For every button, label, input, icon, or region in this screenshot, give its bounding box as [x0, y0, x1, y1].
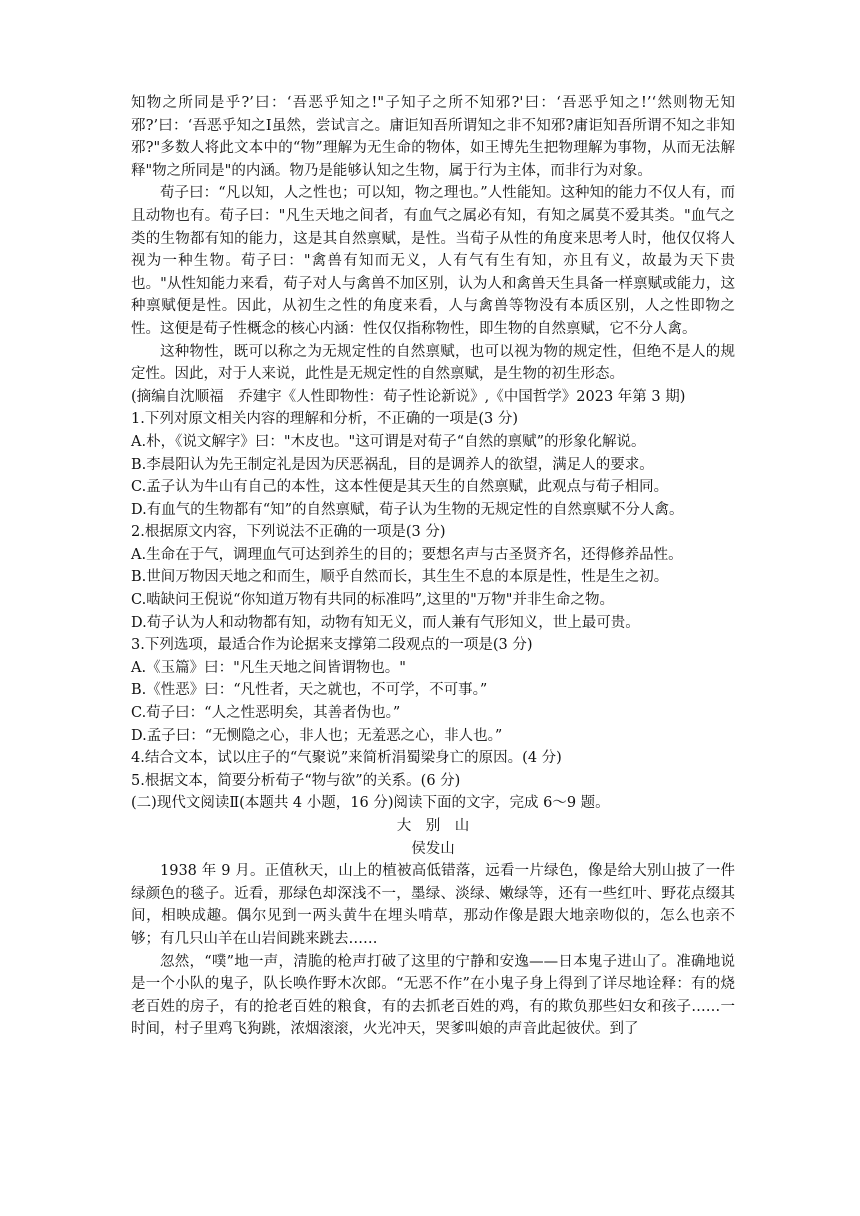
- question-4: 4.结合文本，试以庄子的“气聚说”来简析涓蜀梁身亡的原因。(4 分): [131, 750, 562, 767]
- paragraph-xunzi-knowledge: 荀子曰：“凡以知，人之性也；可以知，物之理也。”人性能知。这种知的能力不仅人有，而且动物也有。荀子曰："凡生天地之间者，有血气之属必有知，有知之属莫不爱其类。"血气之类的生物都有知的能力，这是其自然禀赋，是性。当荀子从性的角度来思考人时，他仅仅将人视为一种生物。荀子曰："禽兽有知而无义，人有气有生有知，亦且有义，故最为天下贵也。"从性知能力来看，荀子对人与禽兽不加区别，认为人和禽兽天生具备一样禀赋或能力，这种禀赋便是性。因此，从初生之性的角度来看，人与禽兽等物没有本质区别，人之性即物之性。这便是荀子性概念的核心内涵：性仅仅指称物性，即生物的自然禀赋，它不分人禽。: [131, 185, 735, 337]
- story-title: 大 别 山: [396, 818, 470, 834]
- paragraph-wuxing: 这种物性，既可以称之为无规定性的自然禀赋，也可以视为物的规定性，但绝不是人的规定性。因此，对于人来说，此性是无规定性的自然禀赋，是生物的初生形态。: [131, 343, 735, 383]
- question-2-option-d: D.荀子认为人和动物都有知，动物有知无义，而人兼有气形知义，世上最可贵。: [131, 614, 640, 631]
- question-2-stem: 2.根据原文内容，下列说法不正确的一项是(3 分): [131, 524, 446, 541]
- question-1-option-d: D.有血气的生物都有“知”的自然禀赋，荀子认为生物的无规定性的自然禀赋不分人禽。: [131, 501, 684, 518]
- section-2-heading: (二)现代文阅读Ⅱ(本题共 4 小题，16 分)阅读下面的文字，完成 6～9 题。: [131, 795, 610, 812]
- question-1-option-b: B.李晨阳认为先王制定礼是因为厌恶祸乱，目的是调养人的欲望，满足人的要求。: [131, 456, 654, 473]
- document-page: [131, 92, 735, 1041]
- question-2-option-b: B.世间万物因天地之和而生，顺乎自然而长，其生生不息的本原是性，性是生之初。: [131, 569, 669, 586]
- story-paragraph-1: 1938 年 9 月。正值秋天，山上的植被高低错落，远看一片绿色，像是给大别山披了一件绿颜色的毯子。近看，那绿色却深浅不一，墨绿、淡绿、嫩绿等，还有一些红叶、野花点缀其间，相映成趣。偶尔见到一两头黄牛在埋头啃草，那动作像是跟大地亲吻似的，怎么也亲不够；有几只山羊在山岩间跳来跳去……: [131, 863, 735, 947]
- question-1-option-a: A.朴，《说文解字》曰："木皮也。"这可谓是对荀子“自然的禀赋”的形象化解说。: [131, 433, 646, 450]
- question-3-option-a: A.《玉篇》曰："凡生天地之间皆谓物也。": [131, 659, 406, 676]
- story-paragraph-2: 忽然，“噗”地一声，清脆的枪声打破了这里的宁静和安逸——日本鬼子进山了。准确地说是一个小队的鬼子，队长唤作野木次郎。“无恶不作”在小鬼子身上得到了详尽地诠释：有的烧老百姓的房子，有的抢老百姓的粮食，有的去抓老百姓的鸡，有的欺负那些妇女和孩子……一时间，村子里鸡飞狗跳，浓烟滚滚，火光冲天，哭爹叫娘的声音此起彼伏。到了: [131, 953, 735, 1038]
- question-5: 5.根据文本，简要分析荀子“物与欲”的关系。(6 分): [131, 772, 461, 789]
- story-author: 侯发山: [411, 840, 455, 857]
- question-2-option-a: A.生命在于气，调理血气可达到养生的目的；要想名声与古圣贤齐名，还得修养品性。: [131, 546, 683, 563]
- source-citation: (摘编自沈顺福 乔建宇《人性即物性：荀子性论新说》,《中国哲学》2023 年第 3 期): [131, 388, 686, 405]
- question-3-option-d: D.孟子曰：“无恻隐之心，非人也；无羞恶之心，非人也。”: [131, 727, 503, 744]
- question-3-option-b: B.《性恶》曰：“凡性者，天之就也，不可学，不可事。”: [131, 682, 488, 699]
- question-3-option-c: C.荀子曰：“人之性恶明矣，其善者伪也。”: [131, 705, 401, 722]
- question-1-option-c: C.孟子认为牛山有自己的本性，这本性便是其天生的自然禀赋，此观点与荀子相同。: [131, 479, 669, 496]
- question-3-stem: 3.下列选项，最适合作为论据来支撑第二段观点的一项是(3 分): [131, 637, 533, 654]
- question-2-option-c: C.啮缺问王倪说“你知道万物有共同的标准吗”,这里的"万物"并非生命之物。: [131, 592, 614, 609]
- question-1-stem: 1.下列对原文相关内容的理解和分析，不正确的一项是(3 分): [131, 411, 518, 428]
- paragraph-zhuangzi-quote: 知物之所同是乎?’曰：‘吾恶乎知之!"子知子之所不知邪?'曰：‘吾恶乎知之!’‘然则物无知邪?’曰：‘吾恶乎知之I虽然，尝试言之。庸讵知吾所谓知之非不知邪?庸讵知吾所谓不知之非知邪?"多数人将此文本中的“物”理解为无生命的物体，如王博先生把物理解为事物，从而无法解释"物之所同是"的内涵。物乃是能够认知之生物，属于行为主体，而非行为对象。: [131, 95, 735, 179]
